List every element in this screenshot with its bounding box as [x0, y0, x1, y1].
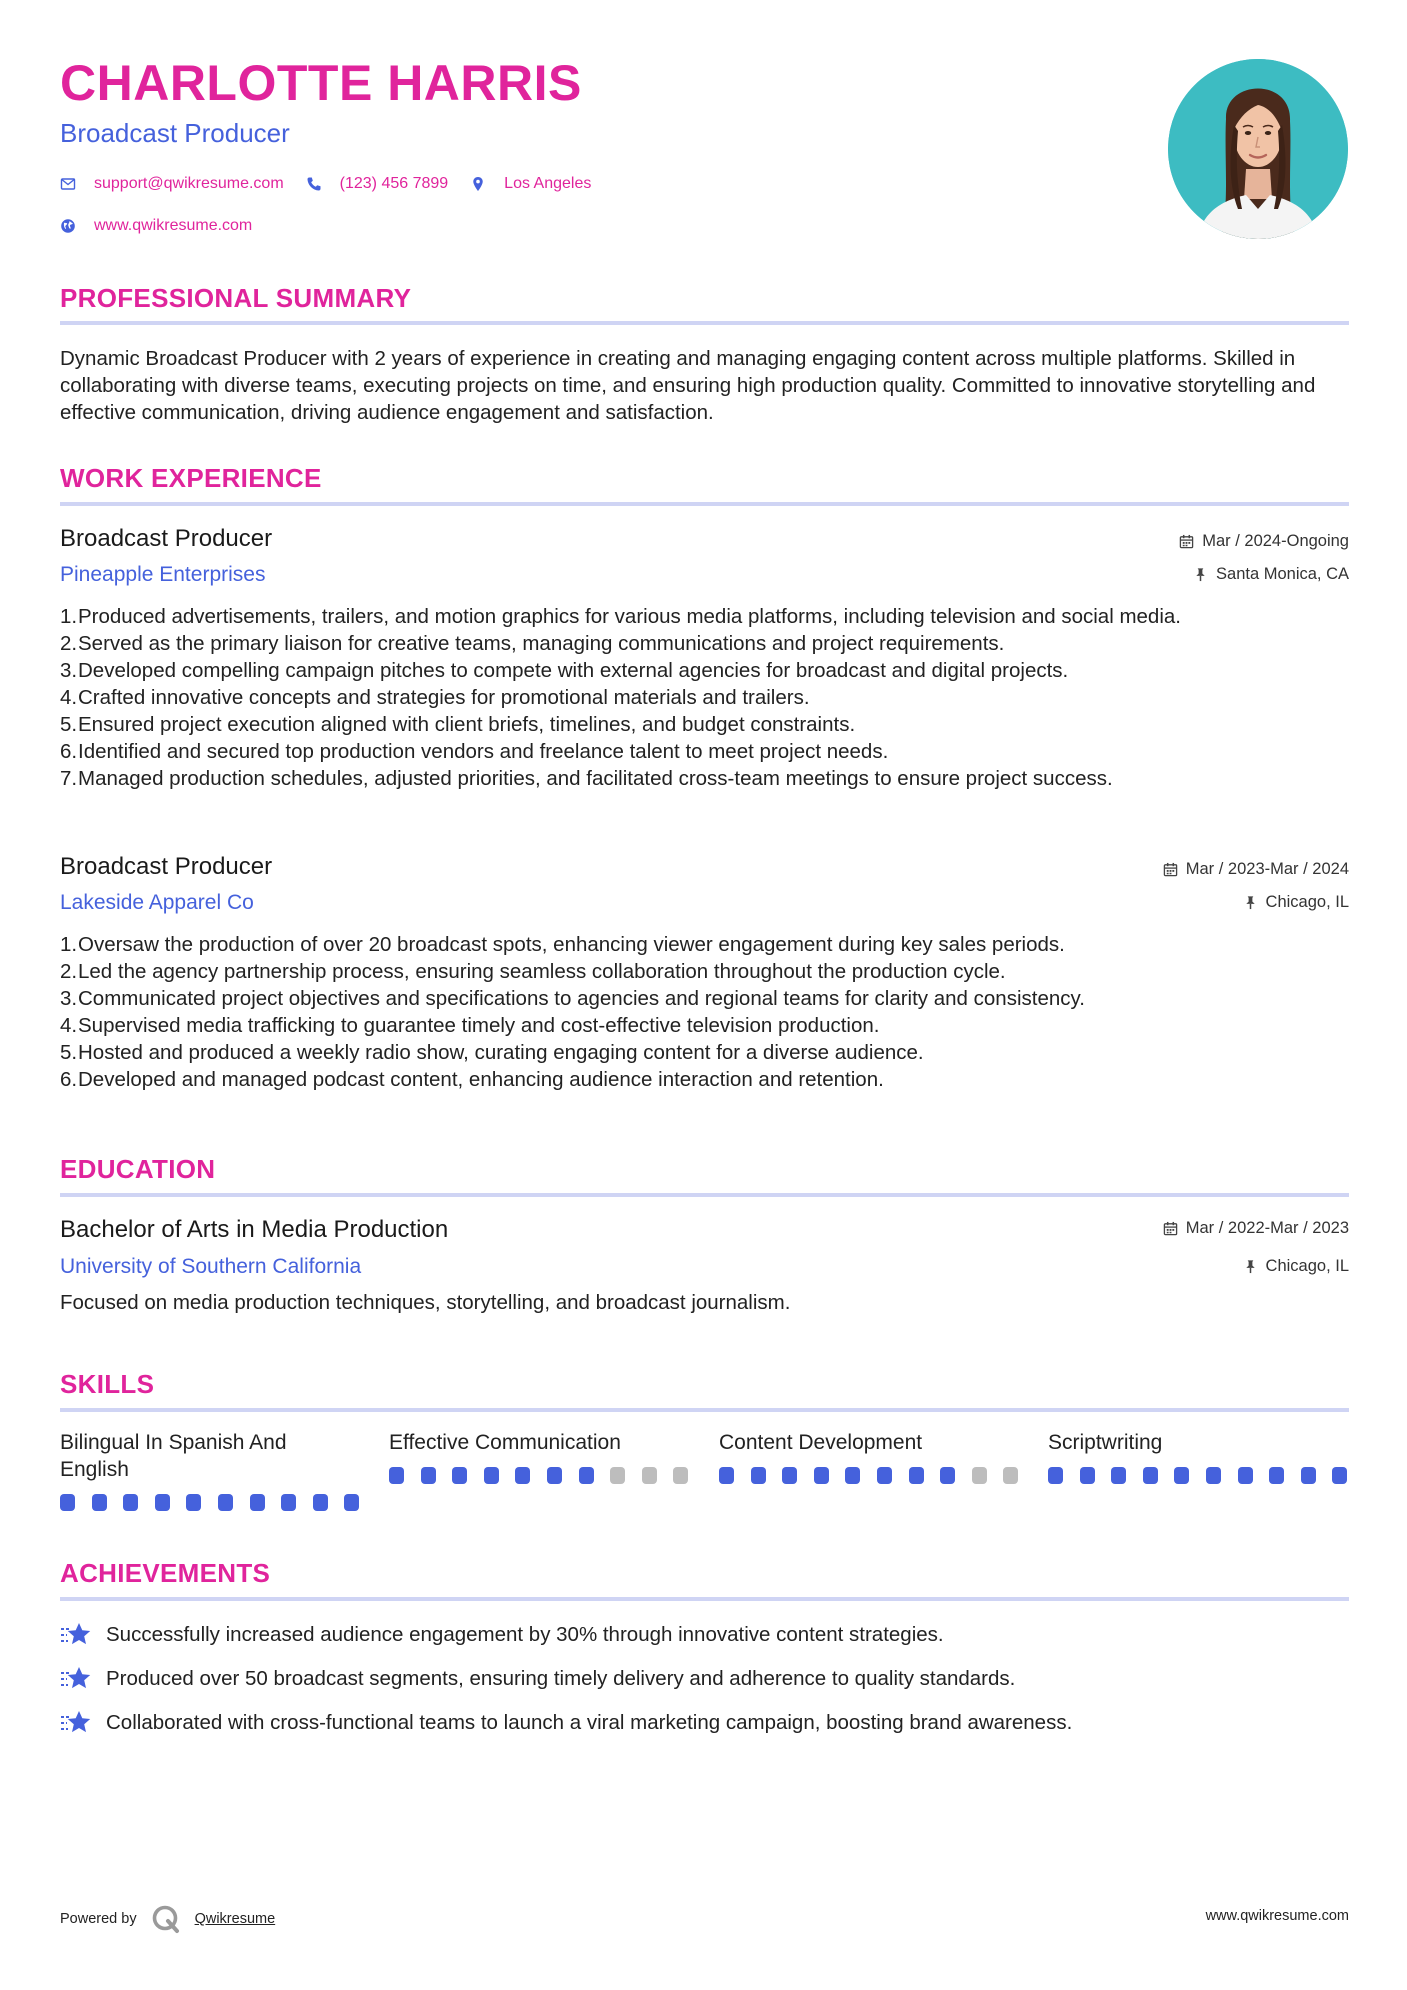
envelope-icon — [60, 176, 76, 192]
job-location-text: Santa Monica, CA — [1216, 565, 1349, 583]
contact-location — [470, 176, 591, 192]
skill-dot-filled — [452, 1467, 467, 1484]
star-icon — [60, 1621, 92, 1649]
job-dates — [1179, 533, 1349, 550]
list-item: 2. Served as the primary liaison for creative teams, managing communications and project requirements. — [60, 632, 1005, 655]
contact-website[interactable] — [60, 218, 252, 234]
profile-photo — [1168, 59, 1348, 239]
skill-dot-filled — [845, 1467, 860, 1484]
skill-dot-filled — [155, 1494, 170, 1511]
job-dates — [1163, 861, 1349, 878]
education-location-text: Chicago, IL — [1265, 1257, 1349, 1275]
skill-dot-filled — [281, 1494, 296, 1511]
education-location — [1243, 1258, 1349, 1275]
achievement-text: Successfully increased audience engagement by 30% through innovative content strategies. — [106, 1622, 944, 1646]
contact-email[interactable] — [60, 176, 284, 192]
footer-powered-by — [60, 1904, 275, 1934]
skill-dot-filled — [1301, 1467, 1316, 1484]
education-heading: EDUCATION — [60, 1154, 216, 1184]
achievement-text: Collaborated with cross-functional teams to launch a viral marketing campaign, boosting brand awareness. — [106, 1710, 1073, 1734]
skill-dot-filled — [1269, 1467, 1284, 1484]
contact-phone[interactable] — [306, 176, 449, 192]
skill-dot-filled — [782, 1467, 797, 1484]
skill-name: Effective Communication — [389, 1431, 621, 1454]
candidate-name: CHARLOTTE HARRIS — [60, 55, 582, 111]
footer-website[interactable]: www.qwikresume.com — [1205, 1908, 1349, 1924]
school-name: University of Southern California — [60, 1255, 362, 1278]
pushpin-icon — [1193, 567, 1208, 582]
skill-dot-filled — [484, 1467, 499, 1484]
skill-dot-empty — [972, 1467, 987, 1484]
summary-heading: PROFESSIONAL SUMMARY — [60, 283, 412, 313]
job-title: Broadcast Producer — [60, 853, 273, 880]
skill-dot-filled — [218, 1494, 233, 1511]
website-text: www.qwikresume.com — [94, 217, 253, 234]
pushpin-icon — [1243, 1259, 1258, 1274]
skill-dot-filled — [719, 1467, 734, 1484]
skill-dot-filled — [1238, 1467, 1253, 1484]
job-title: Broadcast Producer — [60, 525, 273, 552]
list-item: 6. Identified and secured top production vendors and freelance talent to meet project needs. — [60, 740, 889, 763]
skill-item — [1048, 1429, 1348, 1456]
email-text: support@qwikresume.com — [94, 175, 284, 192]
skill-dot-empty — [642, 1467, 657, 1484]
skill-dot-filled — [909, 1467, 924, 1484]
qwikresume-logo-icon — [151, 1904, 181, 1934]
summary-text: Dynamic Broadcast Producer with 2 years of experience in creating and managing engaging content across multiple platforms. Skilled in collaborating with diverse teams, executing projects on time, and ensuring high production quality. Committed to innovative storytelling and effective communication, driving audience engagement and satisfaction. — [60, 347, 1316, 424]
star-icon — [60, 1709, 92, 1737]
list-item: 4. Supervised media trafficking to guarantee timely and cost-effective television production. — [60, 1014, 880, 1037]
skill-name: Bilingual In Spanish And English — [60, 1431, 287, 1481]
list-item: 3. Developed compelling campaign pitches to compete with external agencies for broadcast and digital projects. — [60, 659, 1069, 682]
achievement-text: Produced over 50 broadcast segments, ensuring timely delivery and adherence to quality standards. — [106, 1666, 1016, 1690]
skill-dot-empty — [610, 1467, 625, 1484]
job-bullet-list — [60, 603, 1349, 792]
job-location — [1243, 894, 1349, 911]
job-dates-text: Mar / 2023-Mar / 2024 — [1185, 860, 1349, 878]
education-dates — [1163, 1220, 1349, 1237]
portrait-illustration — [1168, 59, 1348, 239]
skill-dot-filled — [92, 1494, 107, 1511]
achievement-item — [60, 1665, 1015, 1693]
skill-dot-filled — [547, 1467, 562, 1484]
job-bullet-list — [60, 931, 1349, 1093]
list-item: 5. Hosted and produced a weekly radio show, curating engaging content for a diverse audience. — [60, 1041, 924, 1064]
list-item: 7. Managed production schedules, adjusted priorities, and facilitated cross-team meetings to ensure project success. — [60, 767, 1113, 790]
calendar-icon — [1163, 1221, 1178, 1236]
candidate-role: Broadcast Producer — [60, 118, 290, 148]
section-divider — [60, 1408, 1349, 1412]
contact-row — [60, 176, 613, 192]
list-item: 5. Ensured project execution aligned with client briefs, timelines, and budget constraints. — [60, 713, 856, 736]
skill-rating — [1048, 1467, 1364, 1484]
skill-item — [60, 1429, 360, 1483]
job-location — [1193, 566, 1349, 583]
skill-dot-filled — [751, 1467, 766, 1484]
skill-rating — [719, 1467, 1035, 1484]
achievement-item — [60, 1709, 1072, 1737]
skill-rating — [60, 1494, 376, 1511]
skill-dot-filled — [1048, 1467, 1063, 1484]
list-item: 6. Developed and managed podcast content, enhancing audience interaction and retention. — [60, 1068, 884, 1091]
powered-by-label: Powered by — [60, 1911, 137, 1927]
degree-title: Bachelor of Arts in Media Production — [60, 1216, 449, 1243]
list-item: 4. Crafted innovative concepts and strategies for promotional materials and trailers. — [60, 686, 810, 709]
skill-dot-filled — [60, 1494, 75, 1511]
star-icon — [60, 1665, 92, 1693]
skill-dot-filled — [515, 1467, 530, 1484]
skill-dot-empty — [1003, 1467, 1018, 1484]
globe-icon — [60, 218, 76, 234]
skill-dot-filled — [1080, 1467, 1095, 1484]
skill-dot-filled — [389, 1467, 404, 1484]
skill-rating — [389, 1467, 705, 1484]
skill-dot-filled — [940, 1467, 955, 1484]
skill-dot-filled — [421, 1467, 436, 1484]
skill-dot-filled — [313, 1494, 328, 1511]
skill-item — [719, 1429, 1019, 1456]
skill-dot-empty — [673, 1467, 688, 1484]
list-item: 3. Communicated project objectives and specifications to agencies and regional teams for clarity and consistency. — [60, 987, 1085, 1010]
skill-dot-filled — [1206, 1467, 1221, 1484]
phone-text: (123) 456 7899 — [339, 175, 449, 192]
achievements-heading: ACHIEVEMENTS — [60, 1558, 271, 1588]
location-text: Los Angeles — [504, 175, 592, 192]
education-description: Focused on media production techniques, storytelling, and broadcast journalism. — [60, 1291, 791, 1314]
section-divider — [60, 1597, 1349, 1601]
education-dates-text: Mar / 2022-Mar / 2023 — [1185, 1219, 1349, 1237]
skill-dot-filled — [123, 1494, 138, 1511]
skill-item — [389, 1429, 689, 1456]
job-location-text: Chicago, IL — [1265, 893, 1349, 911]
skill-dot-filled — [1143, 1467, 1158, 1484]
skills-heading: SKILLS — [60, 1369, 155, 1399]
pushpin-icon — [1243, 895, 1258, 910]
calendar-icon — [1179, 534, 1194, 549]
phone-icon — [306, 176, 322, 192]
job-dates-text: Mar / 2024-Ongoing — [1202, 532, 1349, 550]
skill-dot-filled — [186, 1494, 201, 1511]
section-divider — [60, 502, 1349, 506]
list-item: 2. Led the agency partnership process, ensuring seamless collaboration throughout the production cycle. — [60, 960, 1006, 983]
skill-name: Scriptwriting — [1048, 1431, 1163, 1454]
achievement-item — [60, 1621, 944, 1649]
list-item: 1. Oversaw the production of over 20 broadcast spots, enhancing viewer engagement during key sales periods. — [60, 933, 1065, 956]
skill-dot-filled — [250, 1494, 265, 1511]
list-item: 1. Produced advertisements, trailers, and motion graphics for various media platforms, including television and social media. — [60, 605, 1181, 628]
brand-link[interactable]: Qwikresume — [194, 1911, 276, 1927]
contact-row-website — [60, 218, 274, 234]
skill-dot-filled — [1174, 1467, 1189, 1484]
section-divider — [60, 1193, 1349, 1197]
map-pin-icon — [470, 176, 486, 192]
skill-dot-filled — [579, 1467, 594, 1484]
company-name: Pineapple Enterprises — [60, 563, 266, 586]
skill-name: Content Development — [719, 1431, 923, 1454]
company-name: Lakeside Apparel Co — [60, 891, 254, 914]
calendar-icon — [1163, 862, 1178, 877]
skill-dot-filled — [814, 1467, 829, 1484]
skill-dot-filled — [877, 1467, 892, 1484]
skill-dot-filled — [1111, 1467, 1126, 1484]
experience-heading: WORK EXPERIENCE — [60, 463, 322, 493]
section-divider — [60, 321, 1349, 325]
skill-dot-filled — [1332, 1467, 1347, 1484]
skill-dot-filled — [344, 1494, 359, 1511]
